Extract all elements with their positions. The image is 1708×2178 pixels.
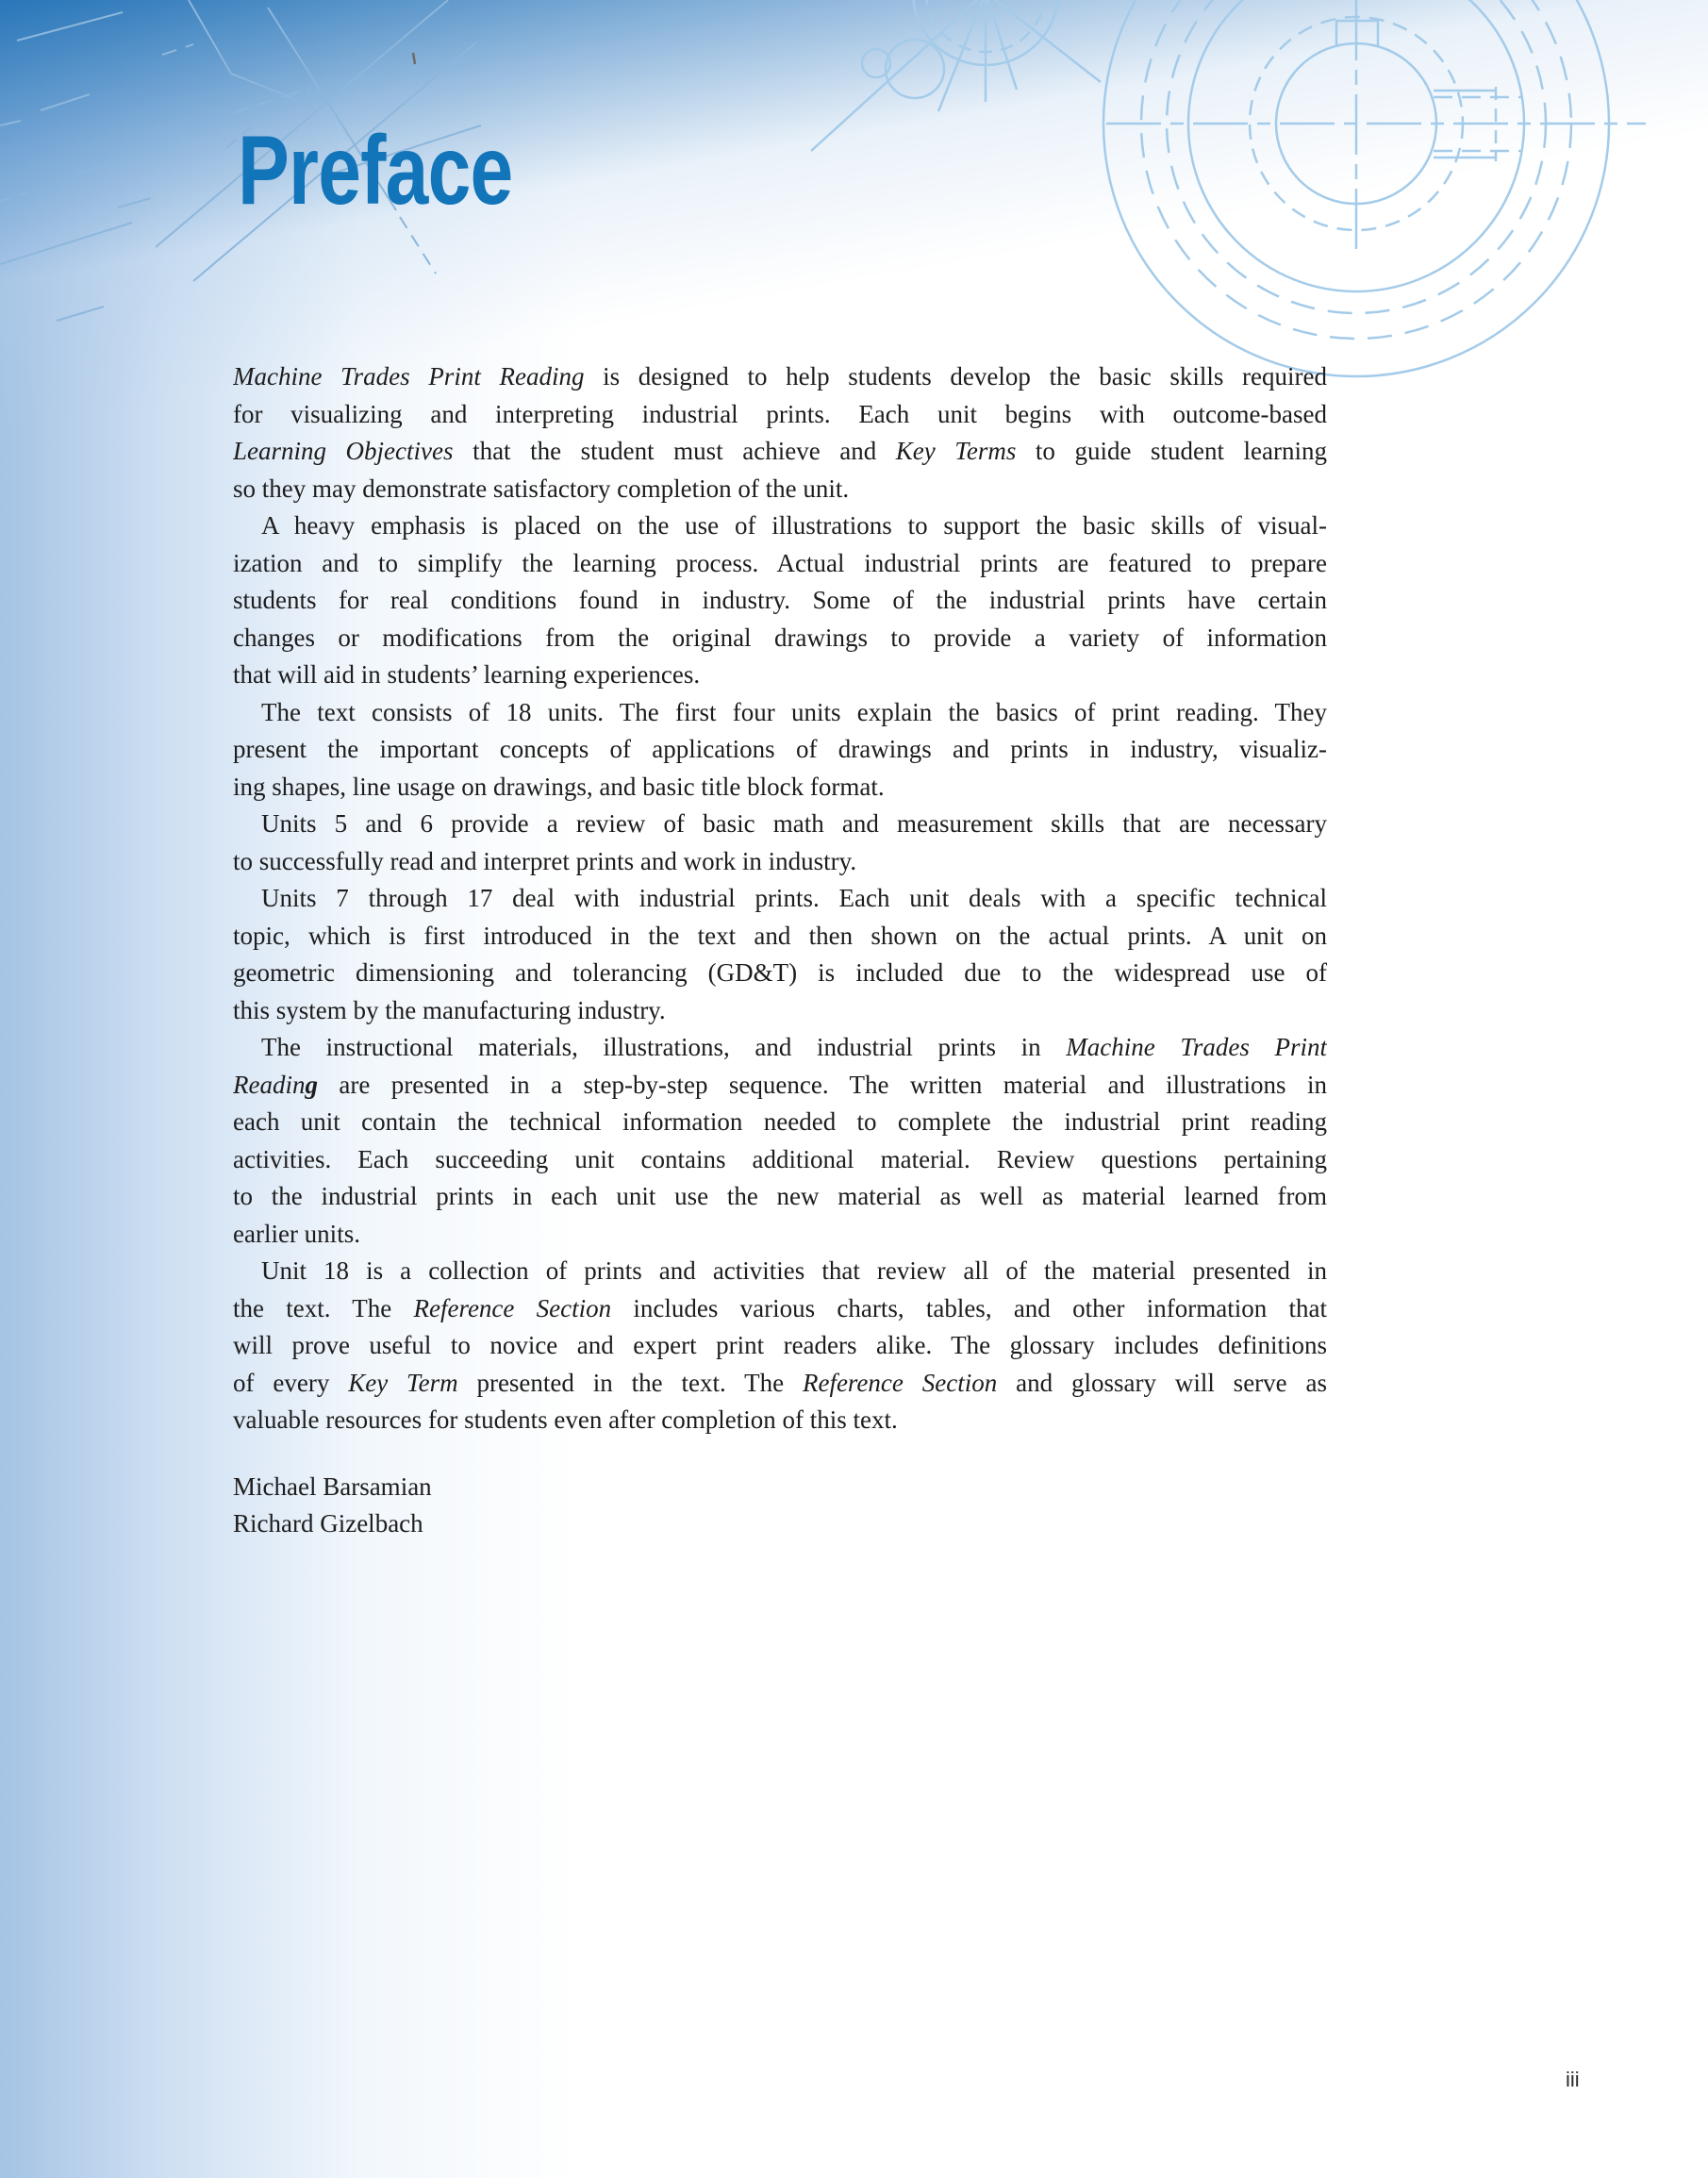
body-text-line: ing shapes, line usage on drawings, and basic title block format.	[233, 772, 885, 801]
body-text-line: valuable resources for students even after completion of this text.	[233, 1405, 898, 1434]
body-text-line: Units 7 through 17 deal with industrial prints. Each unit deals with a specific technical	[261, 884, 1327, 912]
body-text-line: for visualizing and interpreting industrial prints. Each unit begins with outcome-based	[233, 399, 1327, 428]
body-text-line: of every Key Term presented in the text. The Reference Section and glossary will serve as	[233, 1368, 1327, 1397]
body-text-line: Machine Trades Print Reading is designed to help students develop the basic skills required	[233, 362, 1327, 391]
wheel-drawing	[811, 0, 1101, 151]
paragraph	[233, 694, 1327, 806]
body-text-line: so they may demonstrate satisfactory completion of the unit.	[233, 474, 850, 503]
page-title: Preface	[238, 116, 513, 225]
body-text-line: Unit 18 is a collection of prints and activities that review all of the material presented in	[261, 1256, 1327, 1285]
body-text-line: that will aid in students’ learning experiences.	[233, 660, 701, 689]
paragraph	[233, 1029, 1327, 1253]
paragraph	[233, 880, 1327, 1029]
paragraph	[233, 806, 1327, 880]
body-text-line: ization and to simplify the learning process. Actual industrial prints are featured to prepare	[233, 548, 1327, 577]
author-name: Michael Barsamian	[233, 1471, 432, 1501]
author-name: Richard Gizelbach	[233, 1509, 423, 1538]
body-text-line: activities. Each succeeding unit contains additional material. Review questions pertaining	[233, 1144, 1327, 1173]
body-text-line: Reading are presented in a step-by-step sequence. The written material and illustrations in	[233, 1070, 1327, 1099]
body-text-line: A heavy emphasis is placed on the use of illustrations to support the basic skills of visual-	[261, 511, 1327, 540]
body-text-line: each unit contain the technical information needed to complete the industrial print reading	[233, 1107, 1327, 1136]
body-text-line: this system by the manufacturing industry.	[233, 995, 666, 1024]
page-number: iii	[1566, 2068, 1580, 2091]
body-text-line: The instructional materials, illustrations, and industrial prints in Machine Trades Print	[261, 1033, 1327, 1061]
body-text-line: earlier units.	[233, 1219, 360, 1248]
paragraph	[233, 358, 1327, 507]
body-text-line: Units 5 and 6 provide a review of basic math and measurement skills that are necessary	[261, 809, 1327, 838]
preface-body	[233, 358, 1327, 1543]
author-signature	[233, 1469, 1327, 1543]
body-text-line: changes or modifications from the original drawings to provide a variety of information	[233, 623, 1327, 652]
paragraph	[233, 1253, 1327, 1439]
body-text-line: students for real conditions found in industry. Some of the industrial prints have certain	[233, 586, 1327, 614]
body-text-line: Learning Objectives that the student must achieve and Key Terms to guide student learning	[233, 437, 1327, 465]
body-text-line: the text. The Reference Section includes various charts, tables, and other information that	[233, 1293, 1327, 1322]
hub-drawing	[1103, 0, 1646, 376]
body-text-line: to successfully read and interpret prints and work in industry.	[233, 846, 857, 875]
body-text-line: topic, which is first introduced in the text and then shown on the actual prints. A unit on	[233, 921, 1327, 950]
body-text-line: present the important concepts of applications of drawings and prints in industry, visualiz-	[233, 735, 1327, 763]
body-text-line: will prove useful to novice and expert print readers alike. The glossary includes definitions	[233, 1331, 1327, 1359]
body-text-line: geometric dimensioning and tolerancing (GD&T) is included due to the widespread use of	[233, 958, 1327, 987]
body-text-line: to the industrial prints in each unit use the new material as well as material learned from	[233, 1182, 1327, 1210]
body-text-line: The text consists of 18 units. The first four units explain the basics of print reading. They	[261, 697, 1327, 726]
stray-mark	[413, 53, 415, 64]
paragraph	[233, 507, 1327, 694]
